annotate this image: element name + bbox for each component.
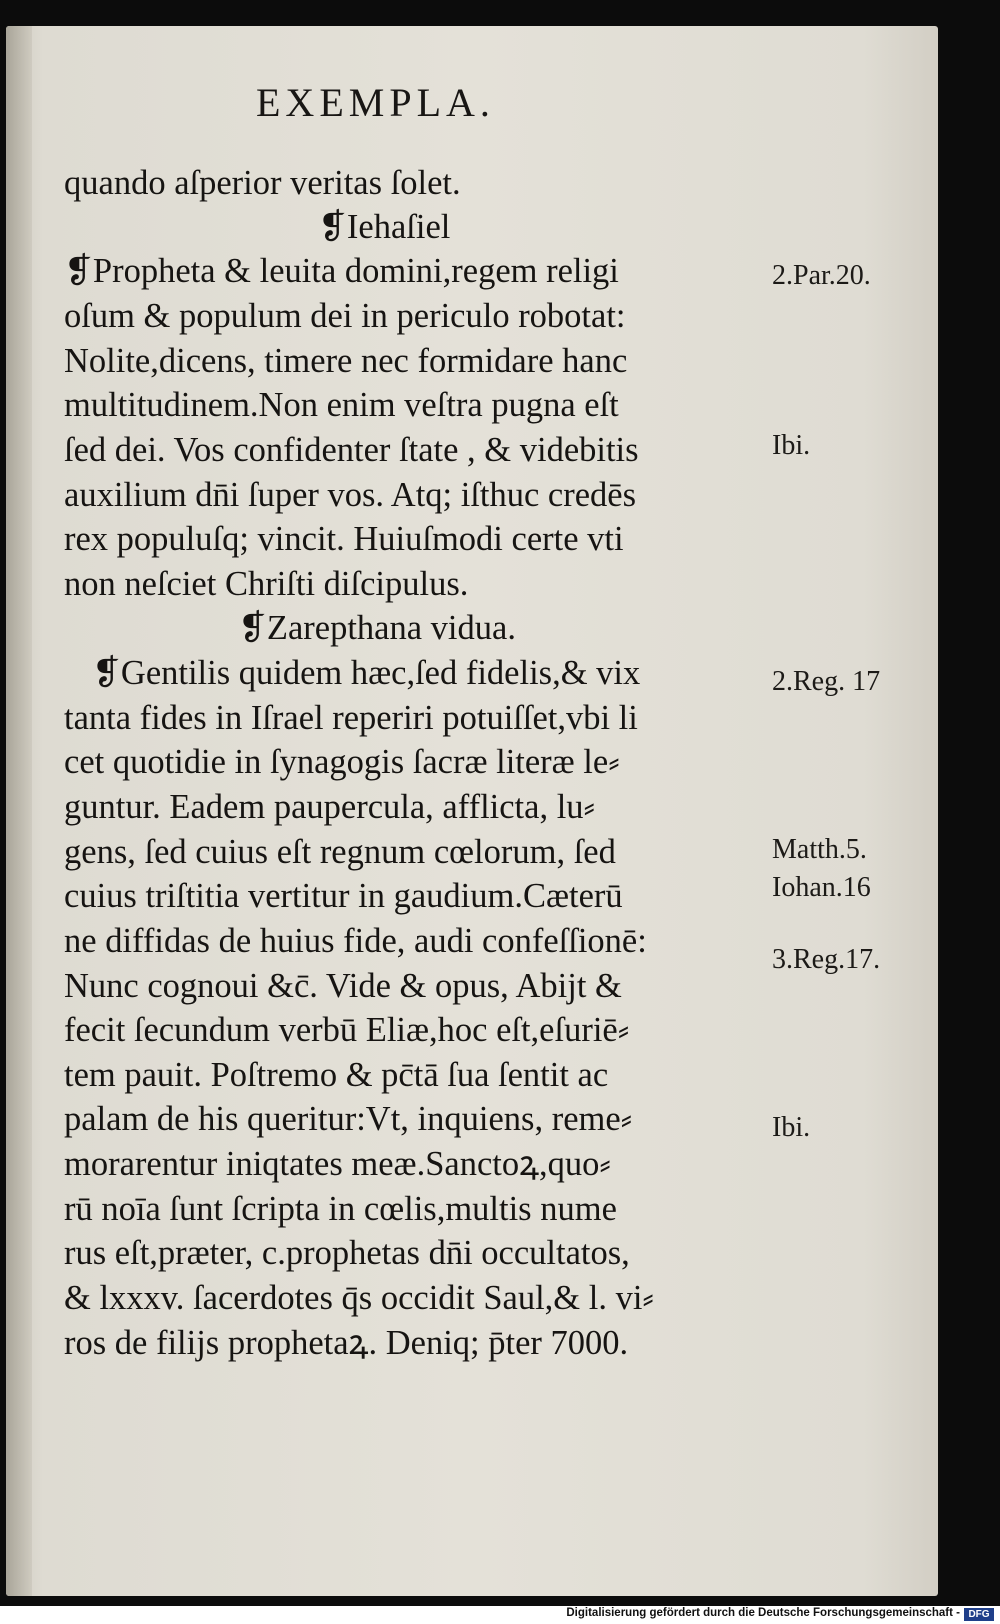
text-line: rex populuſq; vincit. Huiuſmodi certe vti <box>64 520 624 558</box>
margin-note: Iohan.16 <box>772 872 871 903</box>
text-line: rus eſt,præter, c.prophetas dn̄i occultatos, <box>64 1234 630 1272</box>
text-line: multitudinem.Non enim veſtra pugna eſt <box>64 386 619 424</box>
margin-note: Matth.5. <box>772 834 867 865</box>
text-line: oſum & populum dei in periculo robotat: <box>64 297 626 335</box>
text-line: guntur. Eadem paupercula, afflicta, lu⸗ <box>64 788 596 826</box>
margin-note: Ibi. <box>772 430 811 461</box>
text-line: quando aſperior veritas ſolet. <box>64 164 461 202</box>
text-line: auxilium dn̄i ſuper vos. Atq; iſthuc credēs <box>64 476 637 514</box>
text-line: ſed dei. Vos confidenter ſtate , & videbitis <box>64 431 639 469</box>
text-line: cuius triſtitia vertitur in gaudium.Cæterū <box>64 877 623 915</box>
text-line: fecit ſecundum verbū Eliæ,hoc eſt,eſuriē⸗ <box>64 1011 630 1049</box>
text-line: gens, ſed cuius eſt regnum cœlorum, ſed <box>64 833 616 871</box>
text-line: ros de filijs prophetaꝝ. Deniq; p̄ter 7000. <box>64 1324 629 1362</box>
digitization-credit: Digitalisierung gefördert durch die Deutsche Forschungsgemeinschaft - <box>566 1607 960 1619</box>
text-line: non neſciet Chriſti diſcipulus. <box>64 565 469 603</box>
text-line: Nolite,dicens, timere nec formidare hanc <box>64 342 628 380</box>
text-line: tanta fides in Iſrael reperiri potuiſſet,vbi li <box>64 699 638 737</box>
text-line: palam de his queritur:Vt, inquiens, reme⸗ <box>64 1100 633 1138</box>
section-heading-iehasiel: ❡Iehaſiel <box>318 208 451 246</box>
text-line: morarentur iniqtates meæ.Sanctoꝝ,quo⸗ <box>64 1145 611 1183</box>
page-gutter <box>6 26 32 1596</box>
text-line: ❡Gentilis quidem hæc,ſed fidelis,& vix <box>92 654 641 692</box>
margin-note: Ibi. <box>772 1112 811 1143</box>
margin-note: 3.Reg.17. <box>772 944 881 975</box>
text-line: ne diffidas de huius fide, audi confeſſionē: <box>64 922 647 960</box>
text-line: & lxxxv. ſacerdotes q̄s occidit Saul,& l. vi⸗ <box>64 1279 654 1317</box>
text-line: ❡Propheta & leuita domini,regem religi <box>64 252 619 290</box>
text-line: rū noīa ſunt ſcripta in cœlis,multis nume <box>64 1190 617 1228</box>
margin-note: 2.Par.20. <box>772 260 871 291</box>
running-head: EXEMPLA. <box>256 80 495 125</box>
text-line: Nunc cognoui &c̄. Vide & opus, Abijt & <box>64 967 622 1005</box>
text-line: tem pauit. Poſtremo & pc̄tā ſua ſentit ac <box>64 1056 609 1094</box>
book-page <box>6 26 938 1596</box>
text-line: cet quotidie in ſynagogis ſacræ literæ le⸗ <box>64 743 620 781</box>
dfg-logo: DFG <box>964 1608 994 1621</box>
section-heading-zarepthana: ❡Zarepthana vidua. <box>238 609 516 647</box>
margin-note: 2.Reg. 17 <box>772 666 881 697</box>
